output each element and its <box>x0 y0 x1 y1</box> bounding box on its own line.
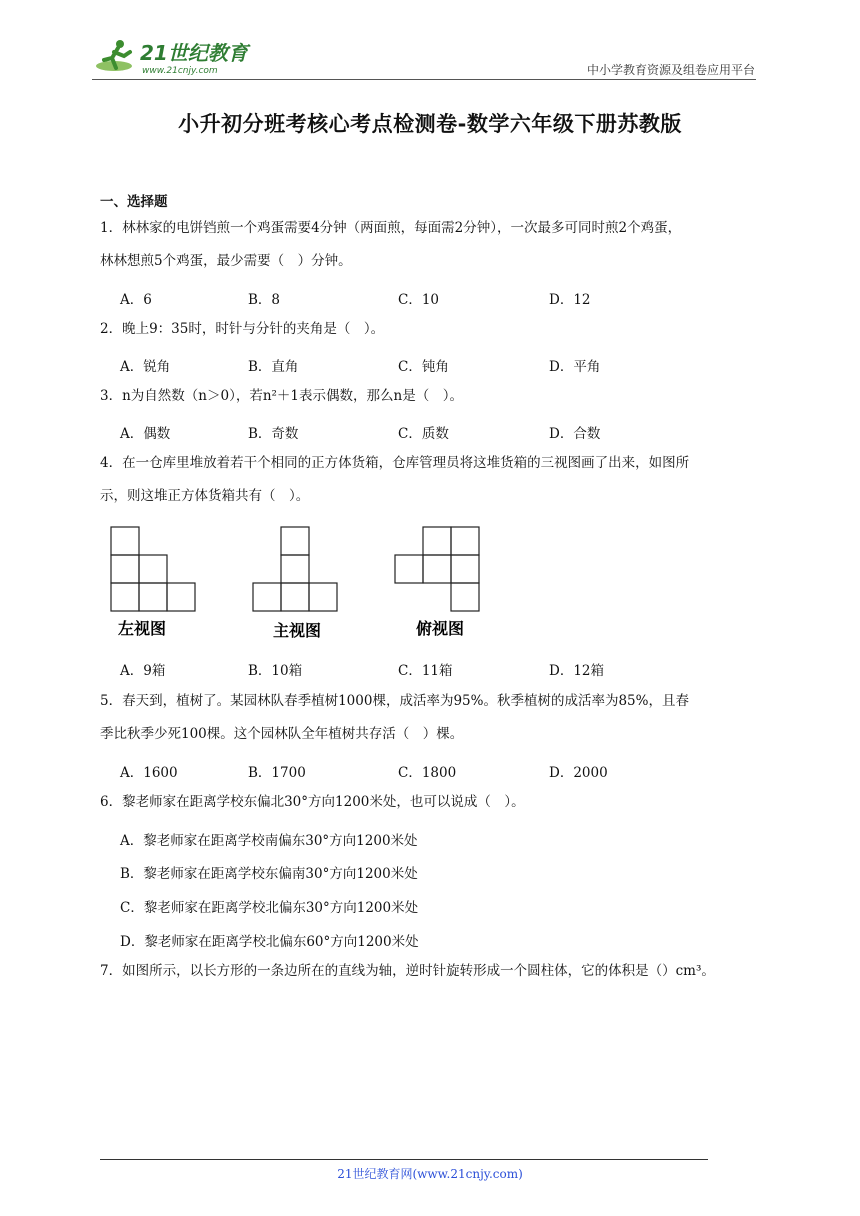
section-title: 一、选择题 <box>100 194 168 210</box>
three-views-figure <box>108 524 488 642</box>
q1-option-c: C．10 <box>398 292 440 308</box>
svg-text:21世纪教育: 21世纪教育 <box>140 41 248 65</box>
q1-option-a: A．6 <box>120 292 152 308</box>
q4-option-b: B．10箱 <box>248 663 303 679</box>
front-view-grid <box>253 527 337 611</box>
svg-text:www.21cnjy.com: www.21cnjy.com <box>142 66 218 76</box>
left-view-grid <box>111 527 195 611</box>
q6-option-d: D．黎老师家在距离学校北偏东60°方向1200米处 <box>120 934 419 950</box>
q5-option-a: A．1600 <box>120 765 178 781</box>
header-platform-text: 中小学教育资源及组卷应用平台 <box>586 63 755 77</box>
site-logo <box>92 36 262 80</box>
q2-option-b: B．直角 <box>248 359 299 375</box>
q3-option-a: A．偶数 <box>120 426 171 442</box>
question-5-line-1: 5．春天到，植树了。某园林队春季植树1000棵，成活率为95%。秋季植树的成活率为85%，且春 <box>100 693 689 709</box>
question-5-line-2: 季比秋季少死100棵。这个园林队全年植树共存活（ ）棵。 <box>100 726 464 742</box>
q2-option-a: A．锐角 <box>120 359 171 375</box>
runner-logo-icon <box>92 36 262 80</box>
q4-option-d: D．12箱 <box>549 663 605 679</box>
q5-option-c: C．1800 <box>398 765 457 781</box>
q1-option-b: B．8 <box>248 292 281 308</box>
q1-option-d: D．12 <box>549 292 591 308</box>
question-4-line-2: 示，则这堆正方体货箱共有（ ）。 <box>100 488 310 504</box>
footer-divider <box>100 1159 708 1160</box>
question-1-line-1: 1．林林家的电饼铛煎一个鸡蛋需要4分钟（两面煎，每面需2分钟），一次最多可同时煎2个鸡蛋， <box>100 220 682 236</box>
question-3-line-1: 3．n为自然数（n＞0），若n²＋1表示偶数，那么n是（ ）。 <box>100 388 463 404</box>
left-view-label: 左视图 <box>118 619 167 638</box>
q4-option-c: C．11箱 <box>398 663 453 679</box>
question-6-line-1: 6．黎老师家在距离学校东偏北30°方向1200米处，也可以说成（ ）。 <box>100 794 525 810</box>
question-7-line-1: 7．如图所示，以长方形的一条边所在的直线为轴，逆时针旋转形成一个圆柱体，它的体积是（）cm³。 <box>100 963 715 979</box>
page-title: 小升初分班考核心考点检测卷-数学六年级下册苏教版 <box>178 112 682 136</box>
q4-option-a: A．9箱 <box>120 663 166 679</box>
top-view-label: 俯视图 <box>416 619 465 638</box>
q2-option-d: D．平角 <box>549 359 601 375</box>
q6-option-a: A．黎老师家在距离学校南偏东30°方向1200米处 <box>120 833 418 849</box>
footer-text: 21世纪教育网(www.21cnjy.com) <box>337 1167 523 1181</box>
header-divider <box>92 79 756 80</box>
q3-option-d: D．合数 <box>549 426 601 442</box>
q2-option-c: C．钝角 <box>398 359 449 375</box>
question-2-line-1: 2．晚上9：35时，时针与分针的夹角是（ ）。 <box>100 321 385 337</box>
q5-option-d: D．2000 <box>549 765 608 781</box>
question-1-line-2: 林林想煎5个鸡蛋，最少需要（ ）分钟。 <box>100 253 352 269</box>
top-view-grid <box>395 527 479 611</box>
front-view-label: 主视图 <box>273 621 322 640</box>
q6-option-c: C．黎老师家在距离学校北偏东30°方向1200米处 <box>120 900 419 916</box>
q3-option-b: B．奇数 <box>248 426 299 442</box>
question-4-line-1: 4．在一仓库里堆放着若干个相同的正方体货箱，仓库管理员将这堆货箱的三视图画了出来，如图所 <box>100 455 690 471</box>
q5-option-b: B．1700 <box>248 765 306 781</box>
q6-option-b: B．黎老师家在距离学校东偏南30°方向1200米处 <box>120 866 418 882</box>
q3-option-c: C．质数 <box>398 426 449 442</box>
